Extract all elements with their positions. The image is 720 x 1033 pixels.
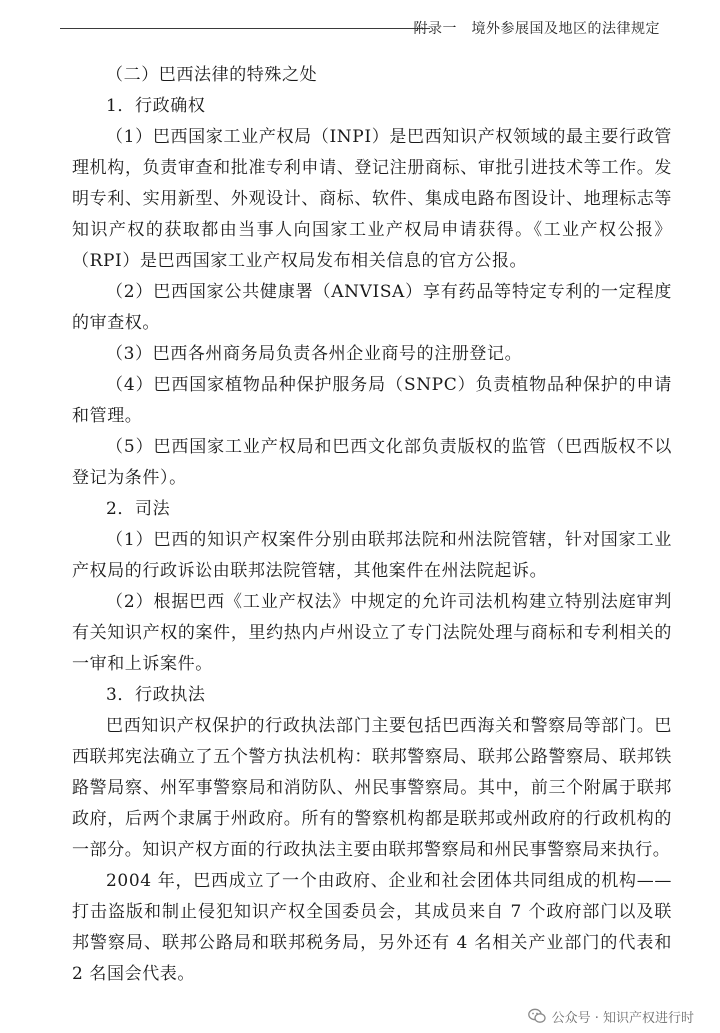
paragraph-committee-2004: 2004 年，巴西成立了一个由政府、企业和社会团体共同组成的机构——打击盗版和制止侵犯知识产权全国委员会，其成员来自 7 个政府部门以及联邦警察局、联邦公路局和联邦税务局，另外还有 4 名相关产业部门的代表和 2 名国会代表。 [72, 871, 672, 984]
paragraph-snpc: （4）巴西国家植物品种保护服务局（SNPC）负责植物品种保护的申请和管理。 [72, 375, 672, 426]
paragraph-anvisa: （2）巴西国家公共健康署（ANVISA）享有药品等特定专利的一定程度的审查权。 [72, 282, 672, 333]
watermark-text: 公众号 · 知识产权进行时 [551, 1010, 694, 1026]
running-header [60, 14, 660, 46]
paragraph-special-courts: （2）根据巴西《工业产权法》中规定的允许司法机构建立特别法庭审判有关知识产权的案件，里约热内卢州设立了专门法院处理与商标和专利相关的一审和上诉案件。 [72, 592, 672, 674]
item-heading-judiciary: 2．司法 [106, 499, 171, 519]
item-heading-enforcement: 3．行政执法 [106, 685, 206, 705]
item-heading-administrative-confirmation: 1．行政确权 [106, 96, 206, 116]
document-body [72, 60, 672, 990]
watermark [526, 1005, 696, 1027]
paragraph-state-commerce: （3）巴西各州商务局负责各州企业商号的注册登记。 [106, 344, 523, 364]
wechat-icon [528, 1008, 546, 1024]
paragraph-courts: （1）巴西的知识产权案件分别由联邦法院和州法院管辖，针对国家工业产权局的行政诉讼由联邦法院管辖，其他案件在州法院起诉。 [72, 530, 672, 581]
paragraph-copyright: （5）巴西国家工业产权局和巴西文化部负责版权的监管（巴西版权不以登记为条件）。 [72, 437, 672, 488]
paragraph-police: 巴西知识产权保护的行政执法部门主要包括巴西海关和警察局等部门。巴西联邦宪法确立了五个警方执法机构：联邦警察局、联邦公路警察局、联邦铁路警局察、州军事警察局和消防队、州民事警察局。其中，前三个附属于联邦政府，后两个隶属于州政府。所有的警察机构都是联邦或州政府的行政机构的一部分。知识产权方面的行政执法主要由联邦警察局和州民事警察局来执行。 [72, 716, 672, 860]
running-title: 附录一 境外参展国及地区的法律规定 [413, 21, 660, 37]
subsection-heading: （二）巴西法律的特殊之处 [106, 65, 318, 85]
paragraph-inpi: （1）巴西国家工业产权局（INPI）是巴西知识产权领域的最主要行政管理机构，负责审查和批准专利申请、登记注册商标、审批引进技术等工作。发明专利、实用新型、外观设计、商标、软件、集成电路布图设计、地理标志等知识产权的获取都由当事人向国家工业产权局申请获得。《工业产权公报》（RPI）是巴西国家工业产权局发布相关信息的官方公报。 [72, 127, 672, 271]
header-rule [60, 28, 430, 29]
